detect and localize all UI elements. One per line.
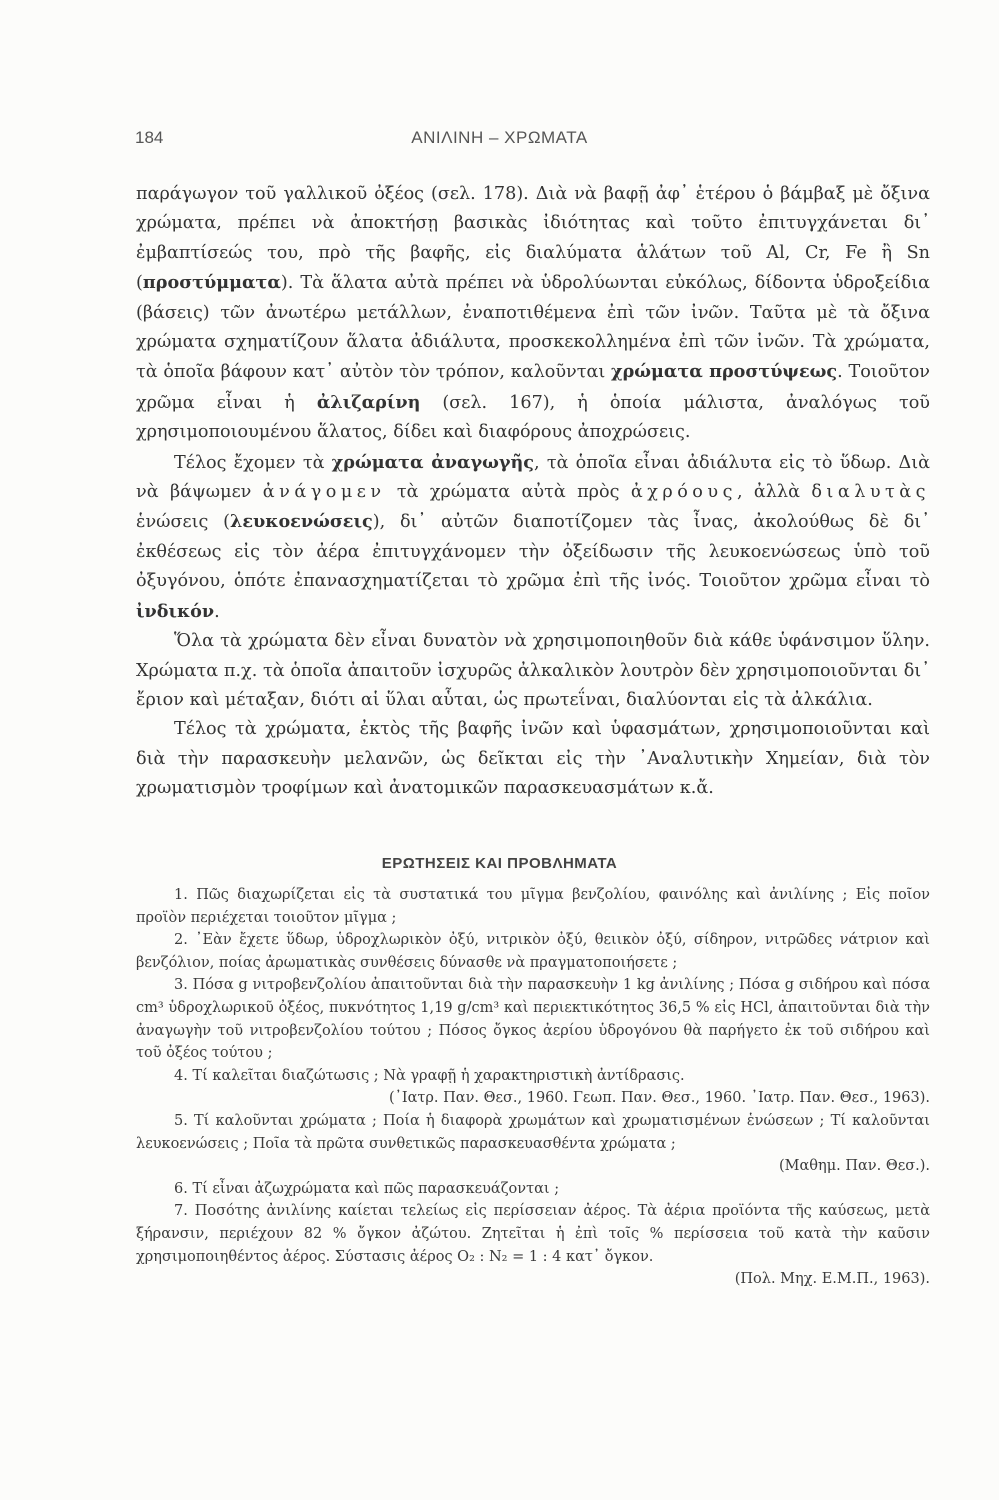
spaced-term: ἀχρόους xyxy=(630,482,737,503)
page-number: 184 xyxy=(135,128,164,147)
question-2: 2. ᾿Εὰν ἔχετε ὕδωρ, ὑδροχλωρικὸν ὀξύ, νιτρικὸν ὀξύ, θειικὸν ὀξύ, σίδηρον, νιτρῶδες νάτριον καὶ βενζόλιον, ποίας ἀρωματικὰς συνθέσεις δύνασθε νὰ πραγματοποιήσετε ; xyxy=(136,932,930,971)
page-header xyxy=(0,128,999,158)
questions-list xyxy=(136,884,930,1291)
running-title: ΑΝΙΛΙΝΗ – ΧΡΩΜΑΤΑ xyxy=(411,128,588,147)
paragraph-3: Ὅλα τὰ χρώματα δὲν εἶναι δυνατὸν νὰ χρησιμοποιηθοῦν διὰ κάθε ὑφάνσιμον ὕλην. Χρώματα π.χ. τὰ ὁποῖα ἀπαιτοῦν ἰσχυρῶς ἀλκαλικὸν λουτρὸν δὲν χρησιμοποιοῦνται δι᾽ ἔριον καὶ μέταξαν, διότι αἱ ὕλαι αὗται, ὡς πρωτεΐναι, διαλύονται εἰς τὰ ἀλκάλια. xyxy=(136,631,930,710)
question-7: 7. Ποσότης ἀνιλίνης καίεται τελείως εἰς περίσσειαν ἀέρος. Τὰ ἀέρια προϊόντα τῆς καύσεως, μετὰ ξήρανσιν, περιέχουν 82 % ὄγκον ἀζώτου. Ζητεῖται ἡ ἐπὶ τοῖς % περίσσεια τοῦ κατὰ τὴν καῦσιν χρησιμοποιηθέντος ἀέρος. Σύστασις ἀέρος O₂ : N₂ = 1 : 4 κατ᾽ ὄγκον. xyxy=(136,1203,930,1265)
section-title: ΕΡΩΤΗΣΕΙΣ ΚΑΙ ΠΡΟΒΛΗΜΑΤΑ xyxy=(381,855,618,872)
bold-term: ἰνδικόν xyxy=(136,600,215,622)
question-1: 1. Πῶς διαχωρίζεται εἰς τὰ συστατικά του μῖγμα βενζολίου, φαινόλης καὶ ἀνιλίνης ; Εἰς ποῖον προϊὸν περιέχεται τοιοῦτον μῖγμα ; xyxy=(136,887,930,926)
body-text xyxy=(136,180,930,804)
paragraph-4: Τέλος τὰ χρώματα, ἐκτὸς τῆς βαφῆς ἰνῶν καὶ ὑφασμάτων, χρησιμοποιοῦνται καὶ διὰ τὴν παρασκευὴν μελανῶν, ὡς δεῖκται εἰς τὴν ᾿Αναλυτικὴν Χημείαν, διὰ τὸν χρωματισμὸν τροφίμων καὶ ἀνατομικῶν παρασκευασμάτων κ.ἄ. xyxy=(136,719,930,799)
bold-term: προστύμματα xyxy=(142,272,281,294)
paragraph-1: παράγωγον τοῦ γαλλικοῦ ὀξέος (σελ. 178). Διὰ νὰ βαφῇ ἀφ᾽ ἑτέρου ὁ βάμβαξ μὲ ὄξινα χρώματα, πρέπει νὰ ἀποκτήσῃ βασικὰς ἰδιότητας καὶ τοῦτο ἐπιτυγχάνεται δι᾽ ἐμβαπτίσεώς του, πρὸ τῆς βαφῆς, εἰς διαλύματα ἁλάτων τοῦ Al, Cr, Fe ἢ Sn (προστύμματα). Τὰ ἅλατα αὐτὰ πρέπει νὰ ὑδρολύωνται εὐκόλως, δίδοντα ὑδροξείδια (βάσεις) τῶν ἀνωτέρω μετάλλων, ἐναποτιθέμενα ἐπὶ τῶν ἰνῶν. Ταῦτα μὲ τὰ ὄξινα χρώματα σχηματίζουν ἅλατα ἀδιάλυτα, προσκεκολλημένα ἐπὶ τῶν ἰνῶν. Τὰ χρώματα, τὰ ὁποῖα βάφουν κατ᾽ αὐτὸν τὸν τρόπον, καλοῦνται χρώματα προστύψεως. Τοιοῦτον χρῶμα εἶναι ἡ ἀλιζαρίνη (σελ. 167), ἡ ὁποία μάλιστα, ἀναλόγως τοῦ χρησιμοποιουμένου ἅλατος, δίδει καὶ διαφόρους ἀποχρώσεις. xyxy=(136,184,930,443)
question-3: 3. Πόσα g νιτροβενζολίου ἀπαιτοῦνται διὰ τὴν παρασκευὴν 1 kg ἀνιλίνης ; Πόσα g σιδήρου καὶ πόσα cm³ ὑδροχλωρικοῦ ὀξέος, πυκνότητος 1,19 g/cm³ καὶ περιεκτικότητος 36,5 % εἰς HCl, ἀπαιτοῦνται διὰ τὴν ἀναγωγὴν τοῦ νιτροβενζολίου τούτου ; Πόσος ὄγκος ἀερίου ὑδρογόνου θὰ παρήγετο ἐκ τοῦ σιδήρου καὶ τοῦ ὀξέος τούτου ; xyxy=(136,977,930,1062)
question-5: 5. Τί καλοῦνται χρώματα ; Ποία ἡ διαφορὰ χρωμάτων καὶ χρωματισμένων ἑνώσεων ; Τί καλοῦνται λευκοενώσεις ; Ποῖα τὰ πρῶτα συνθετικῶς παρασκευασθέντα χρώματα ; xyxy=(136,1112,930,1152)
question-6: 6. Τί εἶναι ἀζωχρώματα καὶ πῶς παρασκευάζονται ; xyxy=(174,1180,560,1197)
spaced-term: ἀνάγομεν xyxy=(262,482,386,503)
spaced-term: διαλυτὰς xyxy=(811,482,931,503)
question-7-source: (Πολ. Μηχ. Ε.Μ.Π., 1963). xyxy=(734,1271,930,1288)
bold-term: λευκοενώσεις xyxy=(230,511,373,533)
question-4: 4. Τί καλεῖται διαζώτωσις ; Νὰ γραφῇ ἡ χαρακτηριστικὴ ἀντίδρασις. xyxy=(174,1067,685,1084)
bold-term: χρώματα ἀναγωγῆς xyxy=(331,451,535,473)
bold-term: ἀλιζαρίνη xyxy=(316,391,421,413)
paragraph-2: Τέλος ἔχομεν τὰ χρώματα ἀναγωγῆς, τὰ ὁποῖα εἶναι ἀδιάλυτα εἰς τὸ ὕδωρ. Διὰ νὰ βάψωμεν ἀνάγομεν τὰ χρώματα αὐτὰ πρὸς ἀχρόους, ἀλλὰ διαλυτὰς ἑνώσεις (λευκοενώσεις), δι᾽ αὐτῶν διαποτίζομεν τὰς ἶνας, ἀκολούθως δὲ δι᾽ ἐκθέσεως εἰς τὸν ἀέρα ἐπιτυγχάνομεν τὴν ὀξείδωσιν τῆς λευκοενώσεως ὑπὸ τοῦ ὀξυγόνου, ὁπότε ἐπανασχηματίζεται τὸ χρῶμα ἐπὶ τῆς ἰνός. Τοιοῦτον χρῶμα εἶναι τὸ ἰνδικόν. xyxy=(136,451,931,622)
question-4-source: (᾿Ιατρ. Παν. Θεσ., 1960. Γεωπ. Παν. Θεσ., 1960. ᾿Ιατρ. Παν. Θεσ., 1963). xyxy=(388,1090,930,1107)
bold-term: χρώματα προστύψεως xyxy=(611,361,838,383)
question-5-source: (Μαθημ. Παν. Θεσ.). xyxy=(779,1158,930,1175)
